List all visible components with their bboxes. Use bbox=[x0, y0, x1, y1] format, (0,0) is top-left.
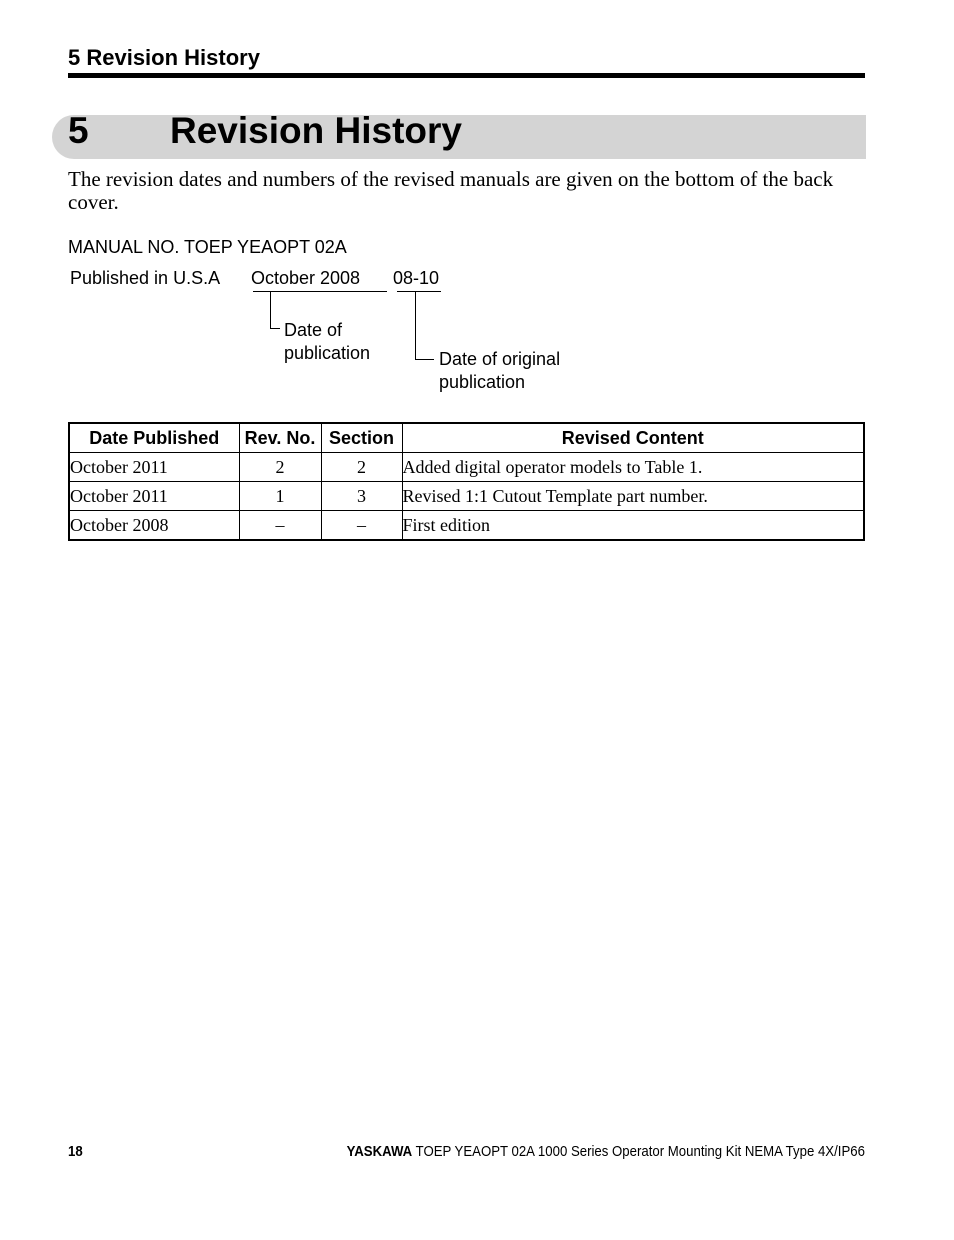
cell-content: First edition bbox=[402, 511, 864, 541]
cell-rev: 2 bbox=[239, 453, 321, 482]
header-section: Section bbox=[321, 423, 402, 453]
header-revised-content: Revised Content bbox=[402, 423, 864, 453]
code-underline bbox=[397, 291, 441, 292]
date-of-publication-label: Date of publication bbox=[284, 320, 371, 363]
running-head: 5 Revision History bbox=[68, 45, 260, 70]
publication-date: October 2008 bbox=[251, 268, 361, 288]
date-callout-horizontal bbox=[270, 328, 280, 329]
revision-table bbox=[68, 422, 865, 541]
orig-callout-horizontal bbox=[415, 359, 434, 360]
chapter-title: Revision History bbox=[170, 110, 462, 151]
cell-section: 2 bbox=[321, 453, 402, 482]
table-header-row bbox=[69, 423, 864, 453]
header-date-published: Date Published bbox=[69, 423, 239, 453]
date-callout-vertical bbox=[270, 292, 271, 328]
page-number: 18 bbox=[68, 1143, 83, 1160]
date-of-original-publication-label: Date of original publication bbox=[439, 349, 561, 392]
footer-manual-title: TOEP YEAOPT 02A 1000 Series Operator Mounting Kit NEMA Type 4X/IP66 bbox=[412, 1143, 865, 1160]
cell-section: – bbox=[321, 511, 402, 541]
header-rule bbox=[68, 73, 865, 78]
table-row bbox=[69, 482, 864, 511]
intro-paragraph: The revision dates and numbers of the revised manuals are given on the bottom of the back cover. bbox=[68, 167, 834, 214]
brand-name: YASKAWA bbox=[346, 1143, 413, 1160]
cell-content: Revised 1:1 Cutout Template part number. bbox=[402, 482, 864, 511]
cell-rev: – bbox=[239, 511, 321, 541]
cell-date: October 2011 bbox=[69, 453, 239, 482]
table-row bbox=[69, 453, 864, 482]
date-underline bbox=[253, 291, 387, 292]
table-row bbox=[69, 511, 864, 541]
cell-date: October 2008 bbox=[69, 511, 239, 541]
cell-date: October 2011 bbox=[69, 482, 239, 511]
header-rev-no: Rev. No. bbox=[239, 423, 321, 453]
chapter-number: 5 bbox=[68, 110, 89, 151]
published-label: Published in U.S.A bbox=[70, 268, 221, 288]
publication-code: 08-10 bbox=[393, 268, 440, 288]
cell-section: 3 bbox=[321, 482, 402, 511]
orig-callout-vertical bbox=[415, 292, 416, 359]
manual-number: MANUAL NO. TOEP YEAOPT 02A bbox=[68, 237, 347, 257]
cell-content: Added digital operator models to Table 1. bbox=[402, 453, 864, 482]
cell-rev: 1 bbox=[239, 482, 321, 511]
footer-title bbox=[347, 1143, 865, 1160]
